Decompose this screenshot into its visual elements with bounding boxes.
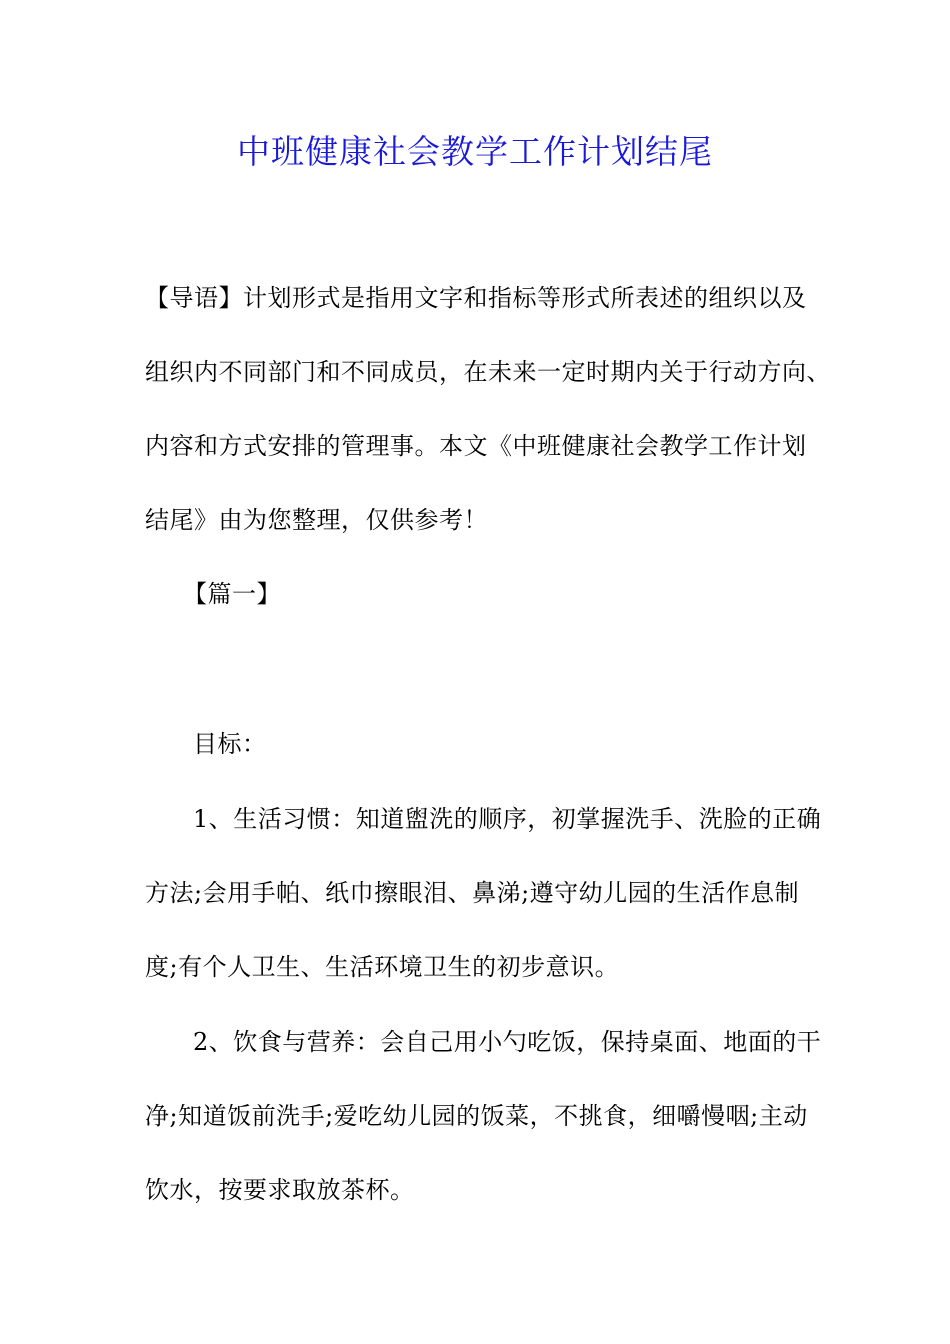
intro-line-4: 结尾》由为您整理，仅供参考！ — [145, 506, 488, 534]
item1-line-1: 1、生活习惯：知道盥洗的顺序，初掌握洗手、洗脸的正确 — [193, 805, 822, 833]
intro-line-3: 内容和方式安排的管理事。本文《中班健康社会教学工作计划 — [145, 432, 807, 460]
item2-line-1: 2、饮食与营养：会自己用小勺吃饭，保持桌面、地面的干 — [193, 1028, 822, 1056]
item2-line-3: 饮水，按要求取放茶杯。 — [145, 1176, 415, 1204]
goal-label: 目标： — [193, 730, 267, 758]
item1-line-2: 方法;会用手帕、纸巾擦眼泪、鼻涕;遵守幼儿园的生活作息制 — [145, 879, 800, 907]
item2-line-2: 净;知道饭前洗手;爱吃幼儿园的饭菜，不挑食，细嚼慢咽;主动 — [145, 1102, 808, 1130]
intro-line-1: 【导语】计划形式是指用文字和指标等形式所表述的组织以及 — [145, 284, 807, 312]
item1-line-3: 度;有个人卫生、生活环境卫生的初步意识。 — [145, 953, 620, 981]
section-heading: 【篇一】 — [183, 580, 281, 608]
intro-line-2: 组织内不同部门和不同成员，在未来一定时期内关于行动方向、 — [145, 358, 831, 386]
document-title: 中班健康社会教学工作计划结尾 — [237, 132, 713, 171]
